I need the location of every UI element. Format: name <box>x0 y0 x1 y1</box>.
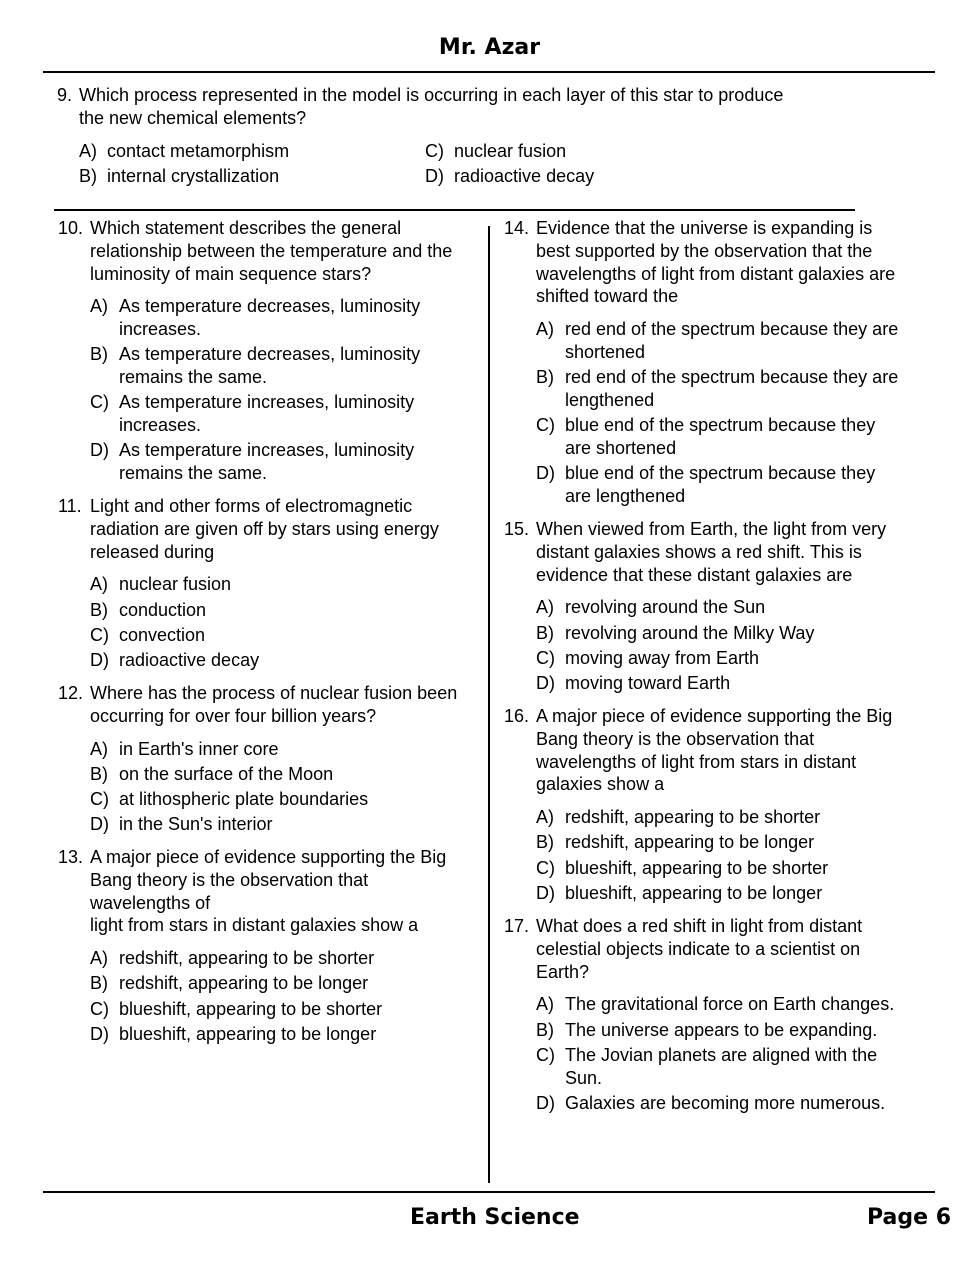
choice-a[interactable] <box>536 806 924 829</box>
choice-c[interactable] <box>425 140 566 163</box>
question-number: 15. <box>504 519 530 539</box>
choice-text: radioactive decay <box>454 166 595 186</box>
choice-d[interactable] <box>536 462 924 508</box>
question-number: 14. <box>504 218 530 238</box>
choice-d[interactable] <box>90 649 483 672</box>
choice-text: increases. <box>119 319 202 340</box>
choice-letter: D) <box>536 1092 555 1113</box>
choice-a[interactable] <box>90 738 483 761</box>
question-16 <box>504 705 924 907</box>
question-stem-line: Bang theory is the observation that <box>536 728 815 749</box>
choice-c[interactable] <box>90 391 483 437</box>
choice-a[interactable] <box>536 318 924 364</box>
choice-letter: B) <box>90 763 108 784</box>
choice-text: blue end of the spectrum because they <box>565 463 876 484</box>
choice-letter: B) <box>90 344 108 365</box>
header-rule <box>43 71 935 73</box>
choice-d[interactable] <box>536 882 924 905</box>
choice-text: moving toward Earth <box>565 672 731 693</box>
question-stem-line: Light and other forms of electromagnetic <box>90 496 413 516</box>
footer-rule <box>43 1191 935 1193</box>
question-12 <box>58 682 483 838</box>
choice-letter: B) <box>536 1019 554 1040</box>
choice-text: remains the same. <box>119 463 268 484</box>
choice-b[interactable] <box>536 1019 924 1042</box>
choice-d[interactable] <box>90 439 483 485</box>
choice-text: radioactive decay <box>119 649 260 670</box>
question-17 <box>504 915 924 1117</box>
question-number: 13. <box>58 847 84 867</box>
choice-d[interactable] <box>90 1023 483 1046</box>
choice-text: in the Sun's interior <box>119 814 273 835</box>
choice-text: blue end of the spectrum because they <box>565 415 876 436</box>
choice-text: As temperature increases, luminosity <box>119 440 415 461</box>
choice-letter: B) <box>79 166 97 186</box>
choice-letter: A) <box>536 807 554 828</box>
question-stem-line: light from stars in distant galaxies show a <box>90 915 419 936</box>
question-stem-line: wavelengths of <box>90 892 211 913</box>
choice-text: convection <box>119 624 206 645</box>
page-header-title: Mr. Azar <box>438 35 541 60</box>
question-stem-line: A major piece of evidence supporting the Big <box>90 847 447 867</box>
choice-text: revolving around the Sun <box>565 597 766 618</box>
question-stem-line: What does a red shift in light from distant <box>536 916 863 936</box>
question-stem-line: shifted toward the <box>536 286 679 307</box>
footer-subject: Earth Science <box>410 1205 580 1230</box>
question-stem-line: wavelengths of light from stars in distant <box>536 751 857 772</box>
choice-d[interactable] <box>90 813 483 836</box>
question-stem-line: Where has the process of nuclear fusion been <box>90 683 458 703</box>
choice-letter: D) <box>536 882 555 903</box>
choice-text: increases. <box>119 415 202 436</box>
choice-letter: A) <box>90 738 108 759</box>
choice-letter: B) <box>536 367 554 388</box>
question-stem-line: galaxies show a <box>536 774 665 795</box>
choice-b[interactable] <box>536 622 924 645</box>
question-9 <box>57 84 857 130</box>
choice-c[interactable] <box>536 1044 924 1090</box>
question-number: 16. <box>504 706 530 726</box>
choice-text: redshift, appearing to be shorter <box>565 807 821 828</box>
choice-c[interactable] <box>536 857 924 880</box>
choice-letter: D) <box>536 463 555 484</box>
choice-text: As temperature increases, luminosity <box>119 392 415 413</box>
choice-letter: D) <box>90 1023 109 1044</box>
choice-a[interactable] <box>536 596 924 619</box>
choice-b[interactable] <box>90 763 483 786</box>
choice-a[interactable] <box>90 295 483 341</box>
choice-text: on the surface of the Moon <box>119 763 334 784</box>
section-rule <box>54 209 855 211</box>
choice-letter: D) <box>90 440 109 461</box>
choice-text: moving away from Earth <box>565 647 760 668</box>
choice-text: As temperature decreases, luminosity <box>119 344 421 365</box>
choice-text: contact metamorphism <box>107 141 290 161</box>
choice-c[interactable] <box>536 414 924 460</box>
choice-c[interactable] <box>90 624 483 647</box>
choice-letter: A) <box>90 574 108 595</box>
choice-b[interactable] <box>90 972 483 995</box>
question-14 <box>504 217 924 510</box>
choice-a[interactable] <box>536 993 924 1016</box>
question-number: 10. <box>58 218 84 238</box>
choice-text: conduction <box>119 599 207 620</box>
question-stem-line: distant galaxies shows a red shift. This is <box>536 541 862 562</box>
question-stem-line: When viewed from Earth, the light from very <box>536 519 887 539</box>
choice-d[interactable] <box>425 165 594 188</box>
choice-letter: B) <box>536 832 554 853</box>
question-stem-line: the new chemical elements? <box>79 107 307 128</box>
choice-letter: D) <box>90 649 109 670</box>
choice-b[interactable] <box>90 343 483 389</box>
question-11 <box>58 495 483 674</box>
choice-letter: B) <box>90 599 108 620</box>
choice-b[interactable] <box>90 599 483 622</box>
question-number: 9. <box>57 85 73 105</box>
question-13 <box>58 846 483 1048</box>
choice-letter: C) <box>536 1044 555 1065</box>
choice-text: Sun. <box>565 1067 603 1088</box>
choice-b[interactable] <box>536 831 924 854</box>
choice-text: red end of the spectrum because they are <box>565 367 899 388</box>
column-divider <box>488 226 490 1183</box>
choice-text: blueshift, appearing to be longer <box>565 882 823 903</box>
choice-letter: D) <box>425 166 444 186</box>
choice-text: at lithospheric plate boundaries <box>119 788 369 809</box>
choice-text: blueshift, appearing to be shorter <box>565 857 829 878</box>
question-stem-line: celestial objects indicate to a scientist on <box>536 938 861 959</box>
choice-text: internal crystallization <box>107 166 280 186</box>
choice-text: As temperature decreases, luminosity <box>119 296 421 317</box>
question-stem-line: relationship between the temperature and the <box>90 240 453 261</box>
choice-text: shortened <box>565 341 646 362</box>
choice-letter: B) <box>536 622 554 643</box>
choice-letter: A) <box>90 948 108 969</box>
choice-text: nuclear fusion <box>119 574 232 595</box>
choice-letter: C) <box>90 624 109 645</box>
question-10 <box>58 217 483 487</box>
question-stem-line: Bang theory is the observation that <box>90 869 369 890</box>
choice-text: blueshift, appearing to be longer <box>119 1023 377 1044</box>
choice-b[interactable] <box>79 165 279 188</box>
choice-letter: C) <box>536 857 555 878</box>
choice-letter: A) <box>536 994 554 1015</box>
choice-letter: C) <box>90 392 109 413</box>
choice-text: redshift, appearing to be shorter <box>119 948 375 969</box>
choice-letter: A) <box>536 597 554 618</box>
choice-text: Galaxies are becoming more numerous. <box>565 1092 886 1113</box>
choice-text: blueshift, appearing to be shorter <box>119 998 383 1019</box>
choice-text: are shortened <box>565 437 677 458</box>
question-stem-line: best supported by the observation that the <box>536 240 873 261</box>
choice-c[interactable] <box>536 647 924 670</box>
choice-a[interactable] <box>90 573 483 596</box>
choice-letter: A) <box>79 141 97 161</box>
choice-text: redshift, appearing to be longer <box>119 973 369 994</box>
choice-text: The Jovian planets are aligned with the <box>565 1044 878 1065</box>
choice-letter: D) <box>536 672 555 693</box>
choice-letter: B) <box>90 973 108 994</box>
choice-c[interactable] <box>90 998 483 1021</box>
choice-text: are lengthened <box>565 485 686 506</box>
question-stem-line: Earth? <box>536 961 590 982</box>
question-stem-line: A major piece of evidence supporting the Big <box>536 706 893 726</box>
question-15 <box>504 518 924 697</box>
question-number: 17. <box>504 916 530 936</box>
question-stem-line: evidence that these distant galaxies are <box>536 564 853 585</box>
choice-letter: C) <box>536 647 555 668</box>
choice-text: nuclear fusion <box>454 141 567 161</box>
choice-letter: C) <box>90 788 109 809</box>
choice-letter: A) <box>90 296 108 317</box>
question-number: 11. <box>58 496 82 516</box>
choice-text: The gravitational force on Earth changes. <box>565 994 895 1015</box>
question-number: 12. <box>58 683 84 703</box>
choice-letter: C) <box>536 415 555 436</box>
choice-text: lengthened <box>565 389 655 410</box>
choice-letter: A) <box>536 319 554 340</box>
choice-letter: C) <box>90 998 109 1019</box>
choice-text: remains the same. <box>119 367 268 388</box>
question-stem-line: Which statement describes the general <box>90 218 402 238</box>
choice-d[interactable] <box>536 1092 924 1115</box>
choice-text: revolving around the Milky Way <box>565 622 815 643</box>
choice-d[interactable] <box>536 672 924 695</box>
choice-text: The universe appears to be expanding. <box>565 1019 878 1040</box>
question-stem-line: luminosity of main sequence stars? <box>90 263 372 284</box>
question-stem-line: wavelengths of light from distant galaxies are <box>536 263 896 284</box>
question-stem-line: radiation are given off by stars using energy <box>90 518 439 539</box>
question-stem-line: Which process represented in the model is occurring in each layer of this star to produce <box>79 85 784 105</box>
choice-text: red end of the spectrum because they are <box>565 319 899 340</box>
question-stem-line: released during <box>90 541 215 562</box>
question-stem-line: occurring for over four billion years? <box>90 705 377 726</box>
footer-page-number: Page 6 <box>867 1205 952 1230</box>
choice-letter: D) <box>90 814 109 835</box>
choice-a[interactable] <box>90 947 483 970</box>
choice-text: in Earth's inner core <box>119 738 279 759</box>
choice-b[interactable] <box>536 366 924 412</box>
choice-letter: C) <box>425 141 444 161</box>
choice-a[interactable] <box>79 140 289 163</box>
question-stem-line: Evidence that the universe is expanding is <box>536 218 873 238</box>
choice-c[interactable] <box>90 788 483 811</box>
choice-text: redshift, appearing to be longer <box>565 832 815 853</box>
